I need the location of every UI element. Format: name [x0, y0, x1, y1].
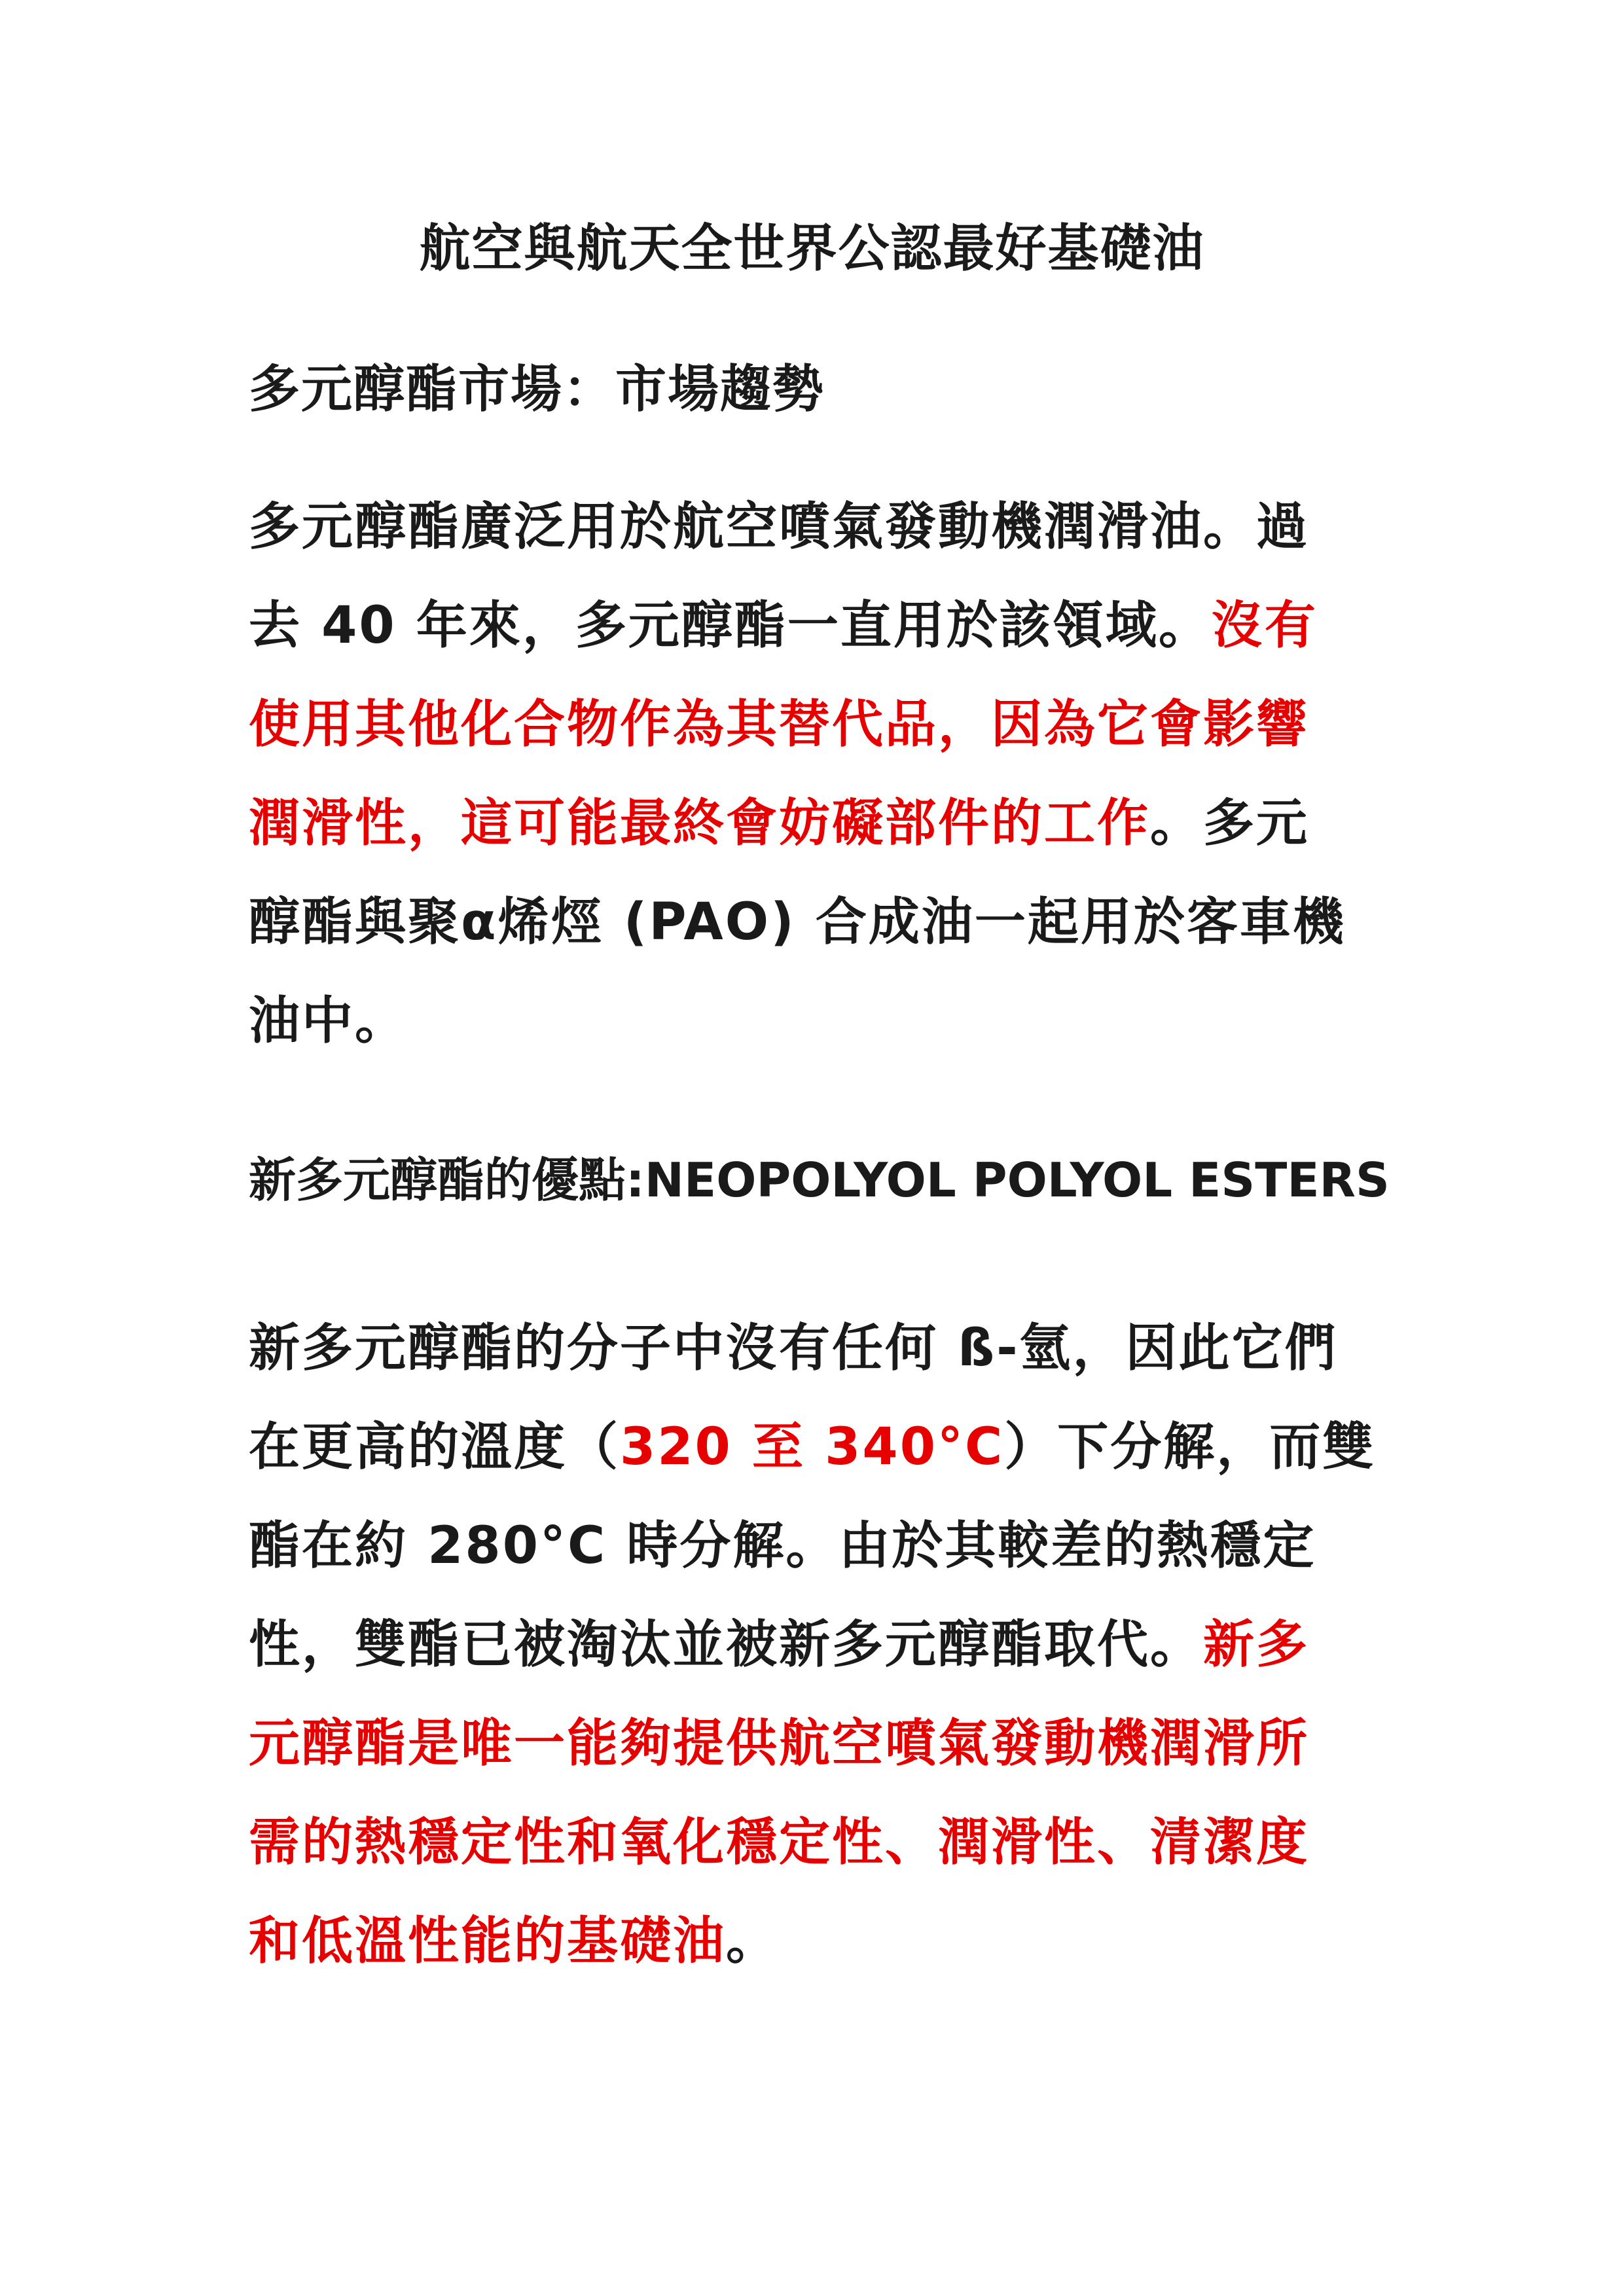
paragraph-line [249, 1299, 1388, 1398]
emphasis-text: 和低溫性能的基礎油 [249, 1912, 727, 1971]
body-text: 醇酯與聚α烯烴 (PAO) 合成油一起用於客車機 [249, 893, 1346, 952]
body-text: ）下分解，而雙 [1004, 1418, 1376, 1477]
body-text: 油中。 [249, 992, 408, 1050]
section-heading-neopolyol-advantages: 新多元醇酯的優點:NEOPOLYOL POLYOL ESTERS [249, 1153, 1390, 1208]
paragraph-line [249, 1596, 1388, 1695]
body-text: 去 40 年來，多元醇酯一直用於該領域。 [249, 596, 1212, 655]
paragraph-line [249, 972, 1388, 1071]
paragraph-line [249, 1892, 1388, 1991]
paragraph-line [249, 1695, 1388, 1793]
body-text: 多元醇酯廣泛用於航空噴氣發動機潤滑油。過 [249, 497, 1310, 556]
emphasis-text: 沒有 [1211, 596, 1318, 655]
paragraph-line [249, 873, 1388, 972]
document-title: 航空與航天全世界公認最好基礎油 [419, 219, 1205, 278]
paragraph-line [249, 774, 1388, 873]
paragraph-market-trends [249, 478, 1388, 1071]
emphasis-text: 需的熱穩定性和氧化穩定性、潤滑性、清潔度 [249, 1813, 1310, 1872]
body-text: 性，雙酯已被淘汰並被新多元醇酯取代。 [249, 1615, 1204, 1674]
emphasis-text: 元醇酯是唯一能夠提供航空噴氣發動機潤滑所 [249, 1714, 1310, 1773]
emphasis-text: 使用其他化合物作為其替代品，因為它會影響 [249, 695, 1310, 754]
paragraph-line [249, 577, 1388, 675]
paragraph-neopolyol-advantages [249, 1299, 1388, 1991]
body-text: 酯在約 280°C 時分解。由於其較差的熱穩定 [249, 1516, 1316, 1575]
paragraph-line [249, 1793, 1388, 1892]
paragraph-line [249, 1398, 1388, 1497]
emphasis-text: 潤滑性，這可能最終會妨礙部件的工作 [249, 794, 1151, 853]
body-text: 。 [726, 1912, 780, 1971]
body-text: 。多元 [1150, 794, 1310, 853]
paragraph-line [249, 478, 1388, 577]
emphasis-text: 320 至 340°C [620, 1418, 1005, 1477]
paragraph-line [249, 1497, 1388, 1596]
body-text: 新多元醇酯的分子中沒有任何 ß-氫，因此它們 [249, 1319, 1338, 1378]
paragraph-line [249, 675, 1388, 774]
emphasis-text: 新多 [1203, 1615, 1310, 1674]
body-text: 在更高的溫度（ [249, 1418, 621, 1477]
section-heading-market-trends: 多元醇酯市場：市場趨勢 [249, 360, 825, 419]
